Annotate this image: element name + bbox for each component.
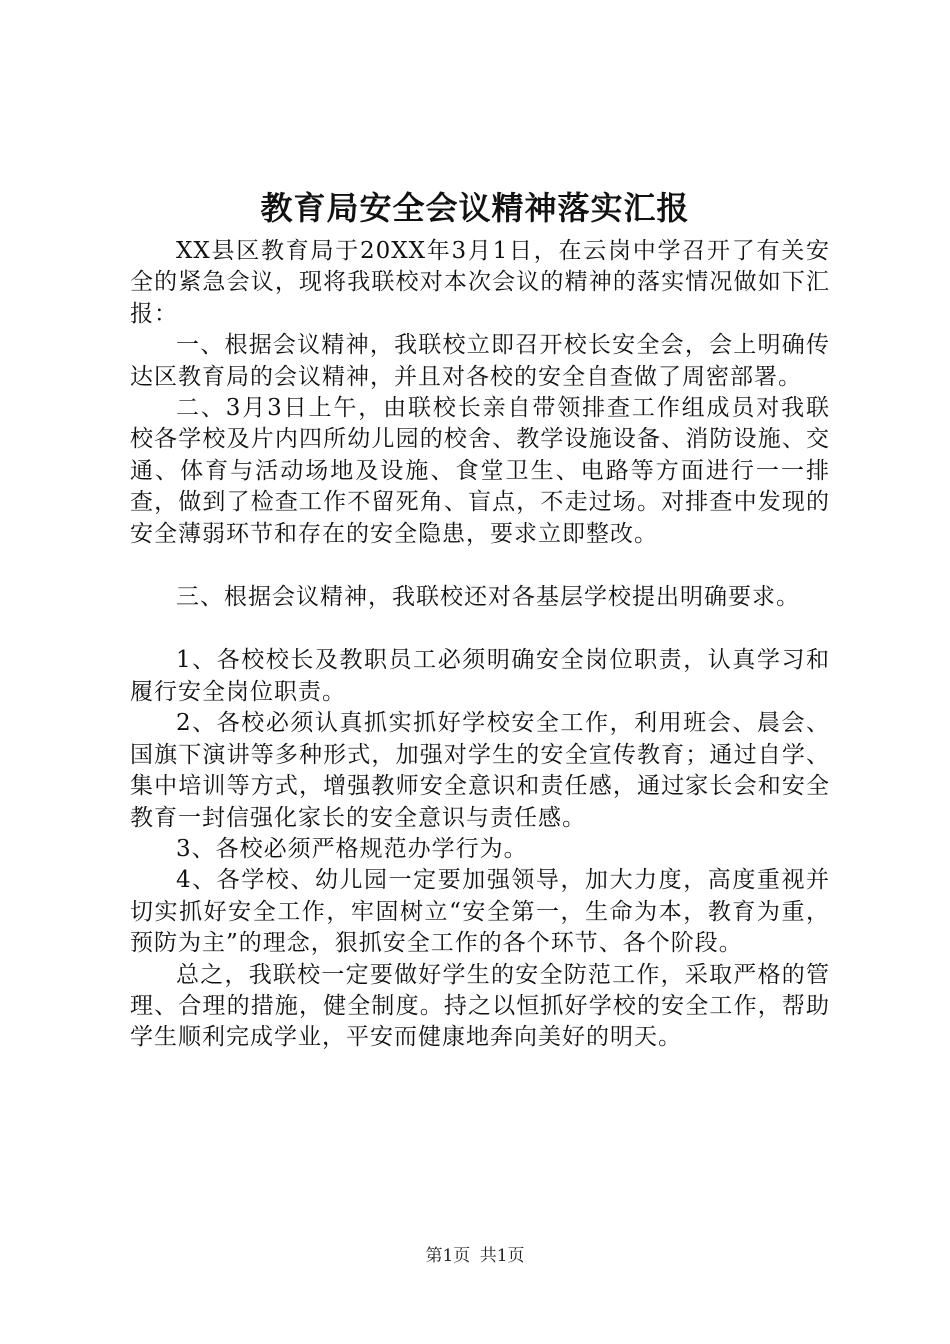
paragraph-requirement-2: 2、各校必须认真抓实抓好学校安全工作，利用班会、晨会、国旗下演讲等多种形式，加强对学生的安全宣传教育；通过自学、集中培训等方式，增强教师安全意识和责任感，通过家长会和安全教育一封信强化家长的安全意识与责任感。 (130, 710, 830, 831)
paragraph-section-1: 一、根据会议精神，我联校立即召开校长安全会，会上明确传达区教育局的会议精神，并且对各校的安全自查做了周密部署。 (130, 332, 830, 390)
paragraph-requirement-1: 1、各校校长及教职员工必须明确安全岗位职责，认真学习和履行安全岗位职责。 (130, 647, 830, 705)
paragraph-conclusion: 总之，我联校一定要做好学生的安全防范工作，采取严格的管理、合理的措施，健全制度。持之以恒抓好学校的安全工作，帮助学生顺利完成学业，平安而健康地奔向美好的明天。 (130, 961, 830, 1051)
paragraph-requirement-3: 3、各校必须严格规范办学行为。 (176, 835, 528, 862)
document-title: 教育局安全会议精神落实汇报 (260, 189, 690, 227)
document-body (130, 236, 830, 1054)
page-footer (0, 1244, 950, 1268)
page-total: 共1页 (479, 1246, 525, 1266)
paragraph-intro: XX县区教育局于20XX年3月1日，在云岗中学召开了有关安全的紧急会议，现将我联校对本次会议的精神的落实情况做如下汇报： (130, 238, 830, 327)
paragraph-section-3: 三、根据会议精神，我联校还对各基层学校提出明确要求。 (176, 584, 800, 611)
paragraph-requirement-4: 4、各学校、幼儿园一定要加强领导，加大力度，高度重视并切实抓好安全工作，牢固树立“安全第一，生命为本，教育为重，预防为主”的理念，狠抓安全工作的各个环节、各个阶段。 (130, 867, 830, 957)
paragraph-section-2: 二、3月3日上午，由联校长亲自带领排查工作组成员对我联校各学校及片内四所幼儿园的校舍、教学设施设备、消防设施、交通、体育与活动场地及设施、食堂卫生、电路等方面进行一一排查，做到了检查工作不留死角、盲点，不走过场。对排查中发现的安全薄弱环节和存在的安全隐患，要求立即整改。 (130, 395, 830, 547)
page-number: 第1页 (425, 1246, 471, 1266)
